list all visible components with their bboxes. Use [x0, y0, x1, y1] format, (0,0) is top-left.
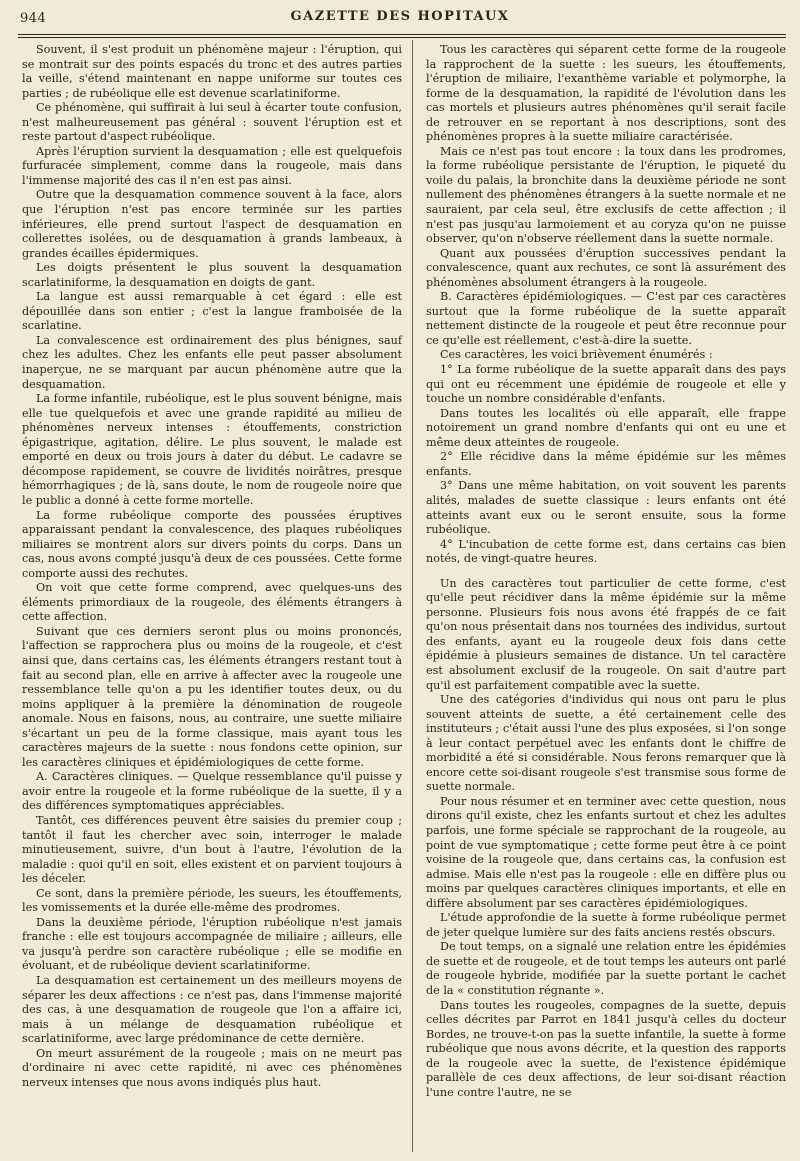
paragraph: On meurt assurément de la rougeole ; mais on ne meurt pas d'ordinaire ni avec cette rapidité, ni avec ces phénomènes nerveux intenses que nous avons indiqués plus haut.	[22, 1046, 402, 1089]
list-item: 1° La forme rubéolique de la suette apparaît dans des pays qui ont eu récemment une épidémie de rougeole et elle y touche un nombre considérable d'enfants.	[426, 363, 786, 406]
paragraph: On voit que cette forme comprend, avec quelques-uns des éléments primordiaux de la rougeole, des éléments étrangers à cette affection.	[22, 581, 402, 624]
paragraph: Une des catégories d'individus qui nous ont paru le plus souvent atteints de suette, a été certainement celle des instituteurs ; c'était aussi l'une des plus exposées, si l'on songe à leur contact perpétuel avec les enfants dont le chiffre de morbidité a été si considérable. Nous ferons remarquer que là encore cette soi-disant rougeole s'est transmise sous forme de suette normale.	[426, 693, 786, 794]
paragraph: La convalescence est ordinairement des plus bénignes, sauf chez les adultes. Chez les enfants elle peut passer absolument inaperçue, ne se marquant par aucun phénomène autre que la desquamation.	[22, 333, 402, 391]
list-item: 4° L'incubation de cette forme est, dans certains cas bien notés, de vingt-quatre heures.	[426, 537, 786, 566]
paragraph: La desquamation est certainement un des meilleurs moyens de séparer les deux affections : ce n'est pas, dans l'immense majorité des cas, à une desquamation de rougeole que l'on a affaire ici, mais à un mélange de desquamation rubéolique et scarlatiniforme, avec large prédominance de cette dernière.	[22, 974, 402, 1046]
paragraph: Dans toutes les rougeoles, compagnes de la suette, depuis celles décrites par Parrot en 1841 jusqu'à celles du docteur Bordes, ne trouve-t-on pas la suette infantile, la suette à forme rubéolique que nous avons décrite, et la question des rapports de la rougeole avec la suette, de l'existence épidémique parallèle de ces deux affections, de leur soi-disant réaction l'une contre l'autre, ne se	[426, 998, 786, 1099]
paragraph: De tout temps, on a signalé une relation entre les épidémies de suette et de rougeole, et de tout temps les auteurs ont parlé de rougeole hybride, modifiée par la suette portant le cachet de la « constitution régnante ».	[426, 940, 786, 997]
paragraph: Mais ce n'est pas tout encore : la toux dans les prodromes, la forme rubéolique persistante de l'éruption, le piqueté du voile du palais, la bronchite dans la deuxième période ne sont nullement des phénomènes étrangers à la suette normale et ne sauraient, par cela seul, être exclusifs de cette affection ; il n'est pas jusqu'au larmoiement et au coryza qu'on ne puisse observer, qu'on n'observe réellement dans la suette normale.	[426, 144, 786, 246]
left-column	[22, 43, 402, 1090]
paragraph: Tous les caractères qui séparent cette forme de la rougeole la rapprochent de la suette : les sueurs, les étouffements, l'éruption de miliaire, l'exanthème variable et polymorphe, la forme de la desquamation, la rapidité de l'évolution dans les cas mortels et plusieurs autres phénomènes qu'il serait facile de retrouver en se reportant à nos descriptions, sont des phénomènes propres à la suette miliaire caractérisée.	[426, 43, 786, 144]
paragraph: Ces caractères, les voici brièvement énumérés :	[440, 348, 713, 362]
paragraph: Après l'éruption survient la desquamation ; elle est quelquefois furfuracée simplement, comme dans la rougeole, mais dans l'immense majorité des cas il n'en est pas ainsi.	[22, 144, 402, 187]
column-divider	[412, 40, 413, 1152]
list-item: 2° Elle récidive dans la même épidémie sur les mêmes enfants.	[426, 450, 786, 478]
header-rule	[18, 34, 786, 35]
paragraph: Souvent, il s'est produit un phénomène majeur : l'éruption, qui se montrait sur des points espacés du tronc et des autres parties la veille, s'étend maintenant en nappe uniforme sur toutes ces parties ; de rubéolique elle est devenue scarlatiniforme.	[22, 43, 402, 100]
paragraph: Pour nous résumer et en terminer avec cette question, nous dirons qu'il existe, chez les enfants surtout et chez les adultes parfois, une forme spéciale se rapprochant de la rougeole, au point de vue symptomatique ; cette forme peut être à ce point voisine de la rougeole que, dans certains cas, la confusion est admise. Mais elle n'est pas la rougeole : elle en diffère plus ou moins par quelques caractères cliniques importants, et elle en diffère absolument par ses caractères épidémiologiques.	[426, 794, 786, 910]
section-clinical-characters: A. Caractères cliniques. — Quelque ressemblance qu'il puisse y avoir entre la rougeole et la forme rubéolique de la suette, il y a des différences symptomatiques appréciables.	[22, 770, 402, 813]
right-column	[426, 43, 786, 1100]
section-epidemiological-characters: B. Caractères épidémiologiques. — C'est par ces caractères surtout que la forme rubéolique de la suette apparaît nettement distincte de la rougeole et peut être reconnue pour ce qu'elle est réellement, c'est-à-dire la suette.	[426, 290, 786, 347]
paragraph: Dans la deuxième période, l'éruption rubéolique n'est jamais franche : elle est toujours accompagnée de miliaire ; ailleurs, elle va jusqu'à perdre son caractère rubéolique ; elle se modifie en évoluant, et de rubéolique devient scarlatiniforme.	[22, 915, 402, 973]
paragraph: L'étude approfondie de la suette à forme rubéolique permet de jeter quelque lumière sur des faits anciens restés obscurs.	[426, 911, 786, 939]
paragraph: La forme infantile, rubéolique, est le plus souvent bénigne, mais elle tue quelquefois et avec une grande rapidité au milieu de phénomènes nerveux intenses : étouffements, constriction épigastrique, agitation, délire. Le plus souvent, le malade est emporté en deux ou trois jours à dater du début. Le cadavre se décompose rapidement, se couvre de lividités noirâtres, presque hémorrhagiques ; de là, sans doute, le nom de rougeole noire que le public a donné à cette forme mortelle.	[22, 392, 402, 507]
paragraph: Les doigts présentent le plus souvent la desquamation scarlatiniforme, la desquamation en doigts de gant.	[22, 261, 402, 289]
paragraph: Suivant que ces derniers seront plus ou moins prononcés, l'affection se rapprochera plus ou moins de la rougeole, et c'est ainsi que, dans certains cas, les éléments étrangers restant tout à fait au second plan, elle en arrive à affecter avec la rougeole une ressemblance telle qu'on a pu les identifier toutes deux, ou du moins appliquer à la première la dénomination de rougeole anomale. Nous en faisons, nous, au contraire, une suette miliaire s'écartant un peu de la forme classique, mais ayant tous les caractères majeurs de la suette : nous fondons cette opinion, sur les caractères cliniques et épidémiologiques de cette forme.	[22, 624, 402, 769]
paragraph: Quant aux poussées d'éruption successives pendant la convalescence, quant aux rechutes, ce sont là assurément des phénomènes absolument étrangers à la rougeole.	[426, 246, 786, 289]
paragraph: Tantôt, ces différences peuvent être saisies du premier coup ; tantôt il faut les chercher avec soin, interroger le malade minutieusement, suivre, d'un bout à l'autre, l'évolution de la maladie : quoi qu'il en soit, elles existent et on parvient toujours à les déceler.	[22, 813, 402, 886]
paragraph: Ce sont, dans la première période, les sueurs, les étouffements, les vomissements et la durée elle-même des prodromes.	[22, 886, 402, 915]
paragraph: Un des caractères tout particulier de cette forme, c'est qu'elle peut récidiver dans la même épidémie sur la même personne. Plusieurs fois nous avons été frappés de ce fait qu'on nous présentait dans nos tournées des individus, surtout des enfants, ayant eu la rougeole deux fois dans cette épidémie à plusieurs semaines de distance. Un tel caractère est absolument exclusif de la rougeole. On sait d'autre part qu'il est parfaitement compatible avec la suette.	[426, 576, 786, 692]
paragraph: La forme rubéolique comporte des poussées éruptives apparaissant pendant la convalescence, des plaques rubéoliques miliaires se montrent alors sur divers points du corps. Dans un cas, nous avons compté jusqu'à deux de ces poussées. Cette forme comporte aussi des rechutes.	[22, 508, 402, 580]
list-item: 3° Dans une même habitation, on voit souvent les parents alités, malades de suette classique : leurs enfants ont été atteints avant eux ou le seront ensuite, sous la forme rubéolique.	[426, 479, 786, 537]
paragraph: Ce phénomène, qui suffirait à lui seul à écarter toute confusion, n'est malheureusement pas général : souvent l'éruption est et reste partout d'aspect rubéolique.	[22, 101, 402, 144]
paragraph: Dans toutes les localités où elle apparaît, elle frappe notoirement un grand nombre d'enfants qui ont eu une et même deux atteintes de rougeole.	[426, 406, 786, 449]
header-rule-double	[18, 37, 786, 38]
paragraph: La langue est aussi remarquable à cet égard : elle est dépouillée dans son entier ; c'est la langue framboisée de la scarlatine.	[22, 290, 402, 333]
paragraph: Outre que la desquamation commence souvent à la face, alors que l'éruption n'est pas encore terminée sur les parties inférieures, elle prend surtout l'aspect de desquamation en collerettes isolées, ou de desquamation à grands lambeaux, à grandes écailles épidermiques.	[22, 188, 402, 260]
running-title: GAZETTE DES HOPITAUX	[290, 9, 510, 24]
page-number: 944	[20, 11, 47, 26]
